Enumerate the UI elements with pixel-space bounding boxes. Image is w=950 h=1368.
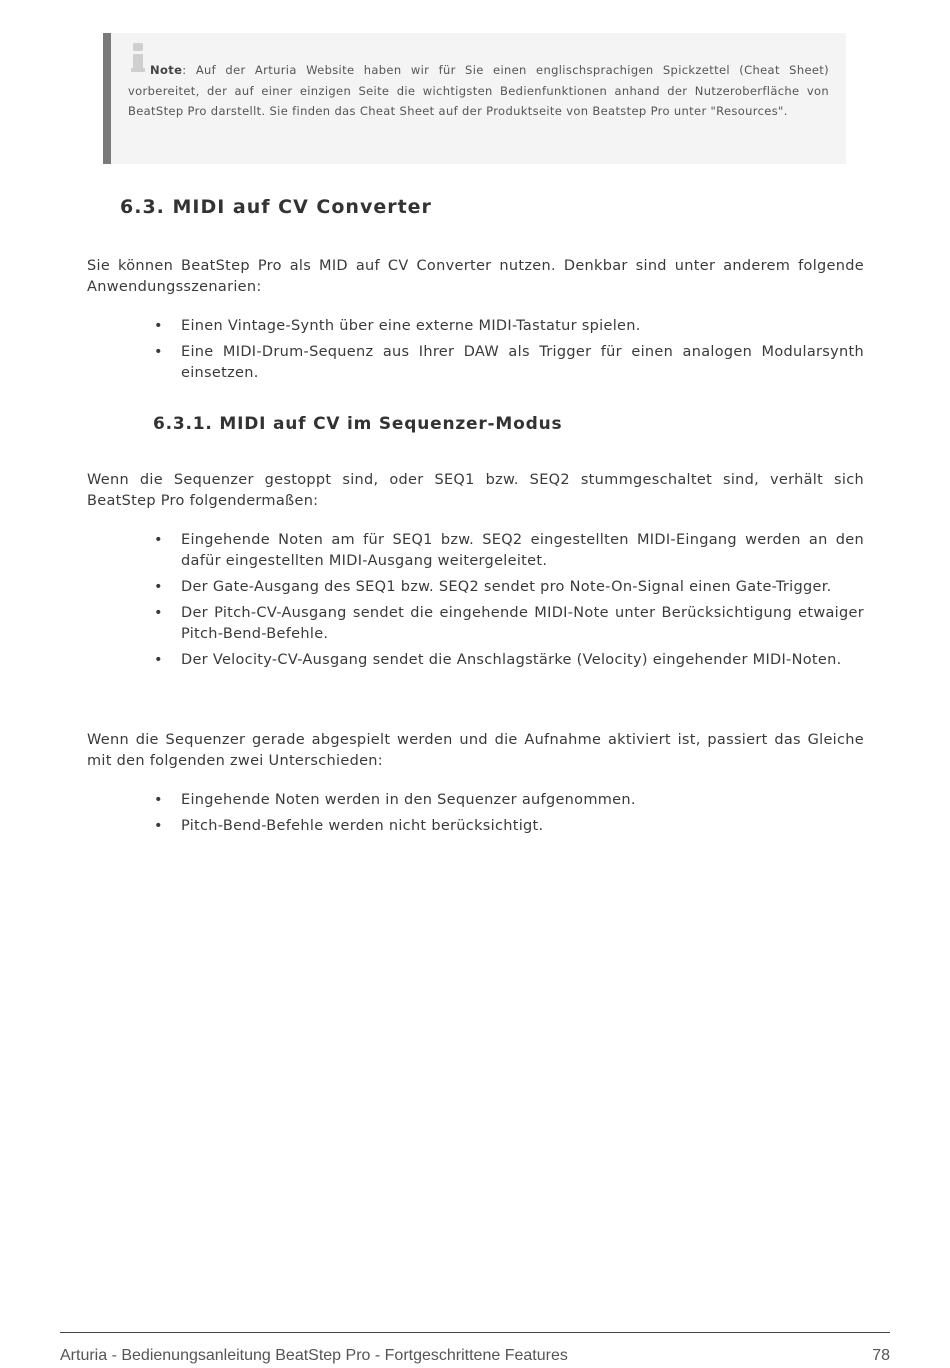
- list-item: • Einen Vintage-Synth über eine externe MIDI-Tastatur spielen.: [153, 316, 864, 337]
- subsection-heading: 6.3.1. MIDI auf CV im Sequenzer-Modus: [153, 414, 563, 434]
- section-heading: 6.3. MIDI auf CV Converter: [120, 196, 432, 218]
- list-item: • Der Gate-Ausgang des SEQ1 bzw. SEQ2 sendet pro Note-On-Signal einen Gate-Trigger.: [153, 577, 864, 598]
- second-bullet-list: [153, 790, 864, 842]
- footer-title: Arturia - Bedienungsanleitung BeatStep Pro - Fortgeschrittene Features: [60, 1347, 568, 1364]
- note-label: Note: [150, 63, 183, 77]
- list-item: • Der Velocity-CV-Ausgang sendet die Anschlagstärke (Velocity) eingehender MIDI-Noten.: [153, 650, 864, 671]
- list-item: • Der Pitch-CV-Ausgang sendet die eingehende MIDI-Note unter Berücksichtigung etwaiger Pitch-Bend-Befehle.: [153, 603, 864, 645]
- info-icon: [131, 43, 145, 75]
- page-number: 78: [872, 1347, 890, 1364]
- list-item: • Eingehende Noten werden in den Sequenzer aufgenommen.: [153, 790, 864, 811]
- subsection-intro-paragraph: Wenn die Sequenzer gestoppt sind, oder SEQ1 bzw. SEQ2 stummgeschaltet sind, verhält sich BeatStep Pro folgendermaßen:: [87, 472, 864, 509]
- note-box: [103, 33, 846, 164]
- subsection-bullet-list: [153, 530, 864, 676]
- footer-divider: [60, 1332, 890, 1333]
- note-body: : Auf der Arturia Website haben wir für Sie einen englischsprachigen Spickzettel (Cheat Sheet) vorbereitet, der auf einer einzigen Seite die wichtigsten Bedienfunktionen anhand der Nutzeroberfläche von BeatStep Pro darstellt. Sie finden das Cheat Sheet auf der Produktseite von Beatstep Pro unter "Resources".: [128, 63, 829, 118]
- list-item: • Pitch-Bend-Befehle werden nicht berücksichtigt.: [153, 816, 864, 837]
- list-item: • Eingehende Noten am für SEQ1 bzw. SEQ2 eingestellten MIDI-Eingang werden an den dafür eingestellten MIDI-Ausgang weitergeleitet.: [153, 530, 864, 572]
- section-bullet-list: [153, 316, 864, 389]
- list-item: • Eine MIDI-Drum-Sequenz aus Ihrer DAW als Trigger für einen analogen Modularsynth einsetzen.: [153, 342, 864, 384]
- second-intro-paragraph: Wenn die Sequenzer gerade abgespielt werden und die Aufnahme aktiviert ist, passiert das Gleiche mit den folgenden zwei Unterschieden:: [87, 732, 864, 769]
- section-intro-paragraph: Sie können BeatStep Pro als MID auf CV Converter nutzen. Denkbar sind unter anderem folgende Anwendungsszenarien:: [87, 258, 864, 295]
- note-text: [128, 60, 829, 122]
